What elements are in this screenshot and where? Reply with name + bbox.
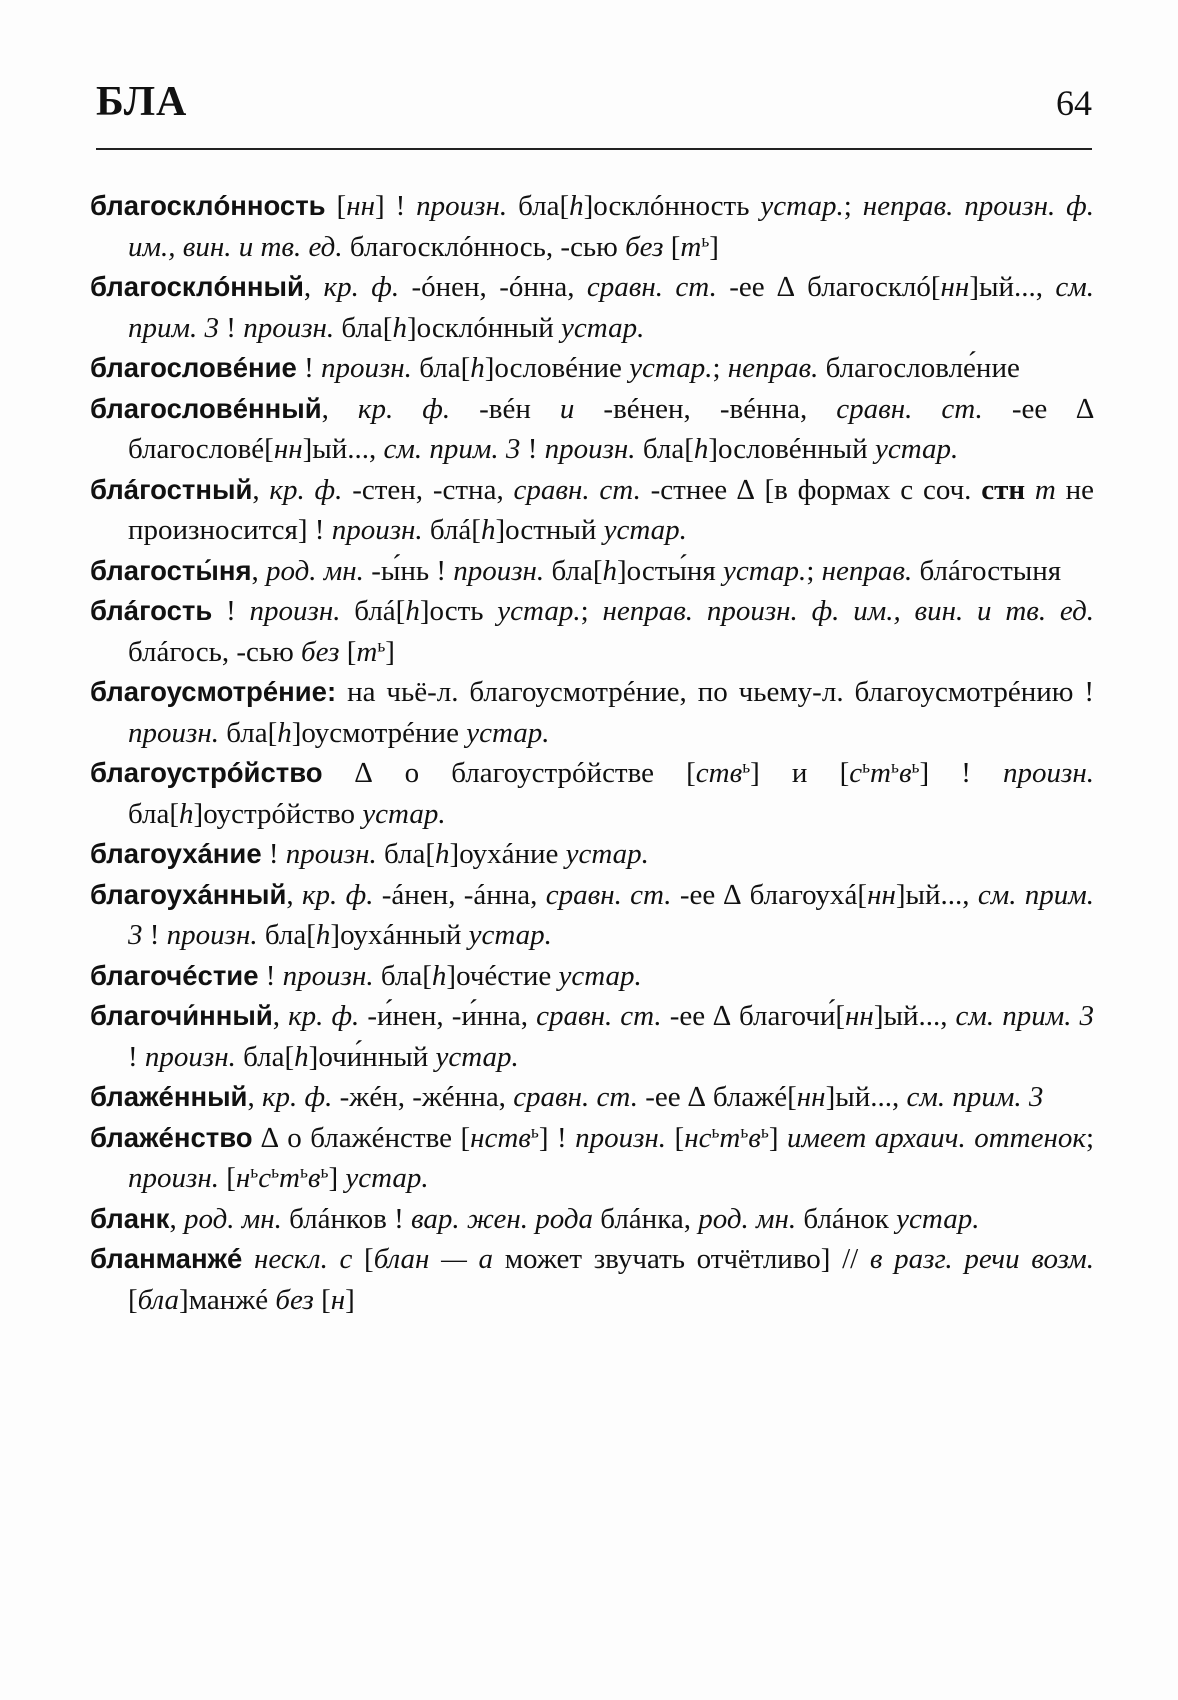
italic-label: вар. жен. рода xyxy=(411,1202,594,1235)
entry-text: -стен, -стна, xyxy=(342,473,514,506)
entry-text: -вéн xyxy=(450,392,560,425)
italic-label: неправ. произн. ф. им., вин. и тв. ед. xyxy=(128,190,1094,263)
italic-label: н xyxy=(330,1283,346,1316)
entry-text: блáгостыня xyxy=(912,554,1062,587)
italic-label: h xyxy=(315,919,331,951)
italic-label: без xyxy=(275,1283,314,1316)
italic-label: произн. xyxy=(416,190,508,222)
dictionary-entry xyxy=(90,1118,1094,1199)
entry-text: ]осклóнность xyxy=(583,190,761,222)
entry-text: ]остный xyxy=(495,514,604,546)
italic-label: кр. ф. xyxy=(261,1081,333,1113)
entry-text: -ее ∆ благоухá[ xyxy=(671,878,868,911)
entry-text: ] xyxy=(385,635,395,668)
entry-text: , xyxy=(286,878,302,911)
entry-headword: благочéстие xyxy=(90,959,259,991)
entry-text: , xyxy=(251,554,266,587)
italic-label: произн. xyxy=(128,1162,219,1194)
dictionary-entry xyxy=(90,753,1094,834)
entry-text: ]ословéние xyxy=(484,352,630,384)
italic-label: h xyxy=(480,514,496,546)
entry-text: ]манжé xyxy=(179,1283,276,1316)
entry-text: ] xyxy=(328,1162,346,1194)
entry-text: ! xyxy=(261,838,286,870)
italic-label: устар. xyxy=(603,514,687,546)
italic-label: устар. xyxy=(362,797,446,830)
entry-text: -ее ∆ благосклó[ xyxy=(716,271,941,303)
italic-label: произн. xyxy=(166,919,258,951)
entry-text: -ее ∆ благословé[ xyxy=(128,392,1094,465)
italic-label: см. прим. 3 xyxy=(906,1081,1044,1113)
italic-label: т xyxy=(1034,473,1056,506)
italic-label: h xyxy=(277,716,292,749)
italic-label: произн. xyxy=(282,959,374,992)
dictionary-entry xyxy=(90,389,1094,470)
italic-label: нн xyxy=(845,1000,874,1032)
italic-label: в xyxy=(898,757,912,789)
dictionary-entry xyxy=(90,875,1094,956)
entry-text: ! xyxy=(520,433,545,465)
soft-sign-superscript: ь xyxy=(299,1161,308,1182)
entry-text: блáнков ! xyxy=(281,1202,412,1235)
italic-label: имеет архаич. оттенок xyxy=(786,1121,1086,1154)
soft-sign-superscript: ь xyxy=(530,1120,539,1141)
entry-text: , xyxy=(303,271,324,303)
italic-label: кр. ф. xyxy=(357,392,451,425)
italic-label: нн xyxy=(940,271,970,303)
entry-headword: благоусмотрéние: xyxy=(90,676,337,707)
italic-label: нств xyxy=(470,1121,531,1154)
entry-text: ]ый..., xyxy=(873,1000,956,1032)
italic-label: произн. xyxy=(128,716,219,749)
entry-text: [ xyxy=(339,635,357,668)
entry-text: не произносится] ! xyxy=(128,473,1095,546)
italic-label: неправ. произн. ф. им., вин. и тв. ед. xyxy=(602,595,1094,627)
running-head: БЛА xyxy=(96,79,188,125)
entry-text: ]осты́ня xyxy=(616,554,724,587)
entry-text: бла[ xyxy=(635,433,694,465)
italic-label: произн. xyxy=(249,595,341,627)
italic-label: сравн. ст. xyxy=(513,1081,638,1113)
italic-label: род. мн. xyxy=(183,1202,282,1235)
italic-label: нн xyxy=(346,190,375,222)
entry-text: ] и [ xyxy=(750,757,850,789)
italic-label: произн. xyxy=(243,311,335,344)
dictionary-entry xyxy=(90,1199,1094,1240)
entry-text: на чьё-л. благоусмотрéние, по чьему-л. благоусмотрéнию ! xyxy=(336,676,1094,708)
entry-text: ]очéстие xyxy=(446,959,559,992)
italic-label: нескл. с xyxy=(254,1243,353,1275)
entry-text: бла[ xyxy=(507,190,570,222)
entry-text: ]очи́нный xyxy=(308,1040,436,1073)
entry-text: ]ословéнный xyxy=(708,433,875,465)
entry-text: может звучать отчётливо] // xyxy=(493,1243,870,1275)
italic-label: неправ. xyxy=(727,352,819,384)
entry-text: -óнен, -óнна, xyxy=(399,271,587,303)
entry-text: , xyxy=(321,392,358,425)
italic-label: устар. xyxy=(466,716,550,749)
italic-label: нн xyxy=(273,433,303,465)
italic-label: кр. ф. xyxy=(301,878,374,911)
page-number: 64 xyxy=(1056,83,1092,123)
soft-sign-superscript: ь xyxy=(742,756,751,777)
entry-text: ]ый..., xyxy=(895,878,978,911)
entry-text: ; xyxy=(1085,1121,1094,1154)
entry-headword: блажéнный xyxy=(90,1081,248,1112)
entry-headword: благосклóнность xyxy=(90,190,326,221)
italic-label: произн. xyxy=(320,352,412,384)
italic-label: произн. xyxy=(331,514,423,546)
entry-headword: благоустрóйство xyxy=(90,757,323,788)
entry-text: блáнка, xyxy=(593,1202,699,1235)
entry-text: блá[ xyxy=(422,514,481,546)
dictionary-entry xyxy=(90,672,1094,753)
soft-sign-superscript: ь xyxy=(377,634,386,655)
entry-text: ∆ о благоустрóйстве [ xyxy=(322,757,696,789)
entry-text: [ xyxy=(325,190,347,222)
italic-label: произн. xyxy=(285,838,377,870)
page-header xyxy=(96,78,1092,150)
italic-label: см. прим. 3 xyxy=(383,433,521,465)
italic-label: в xyxy=(748,1121,761,1154)
soft-sign-superscript: ь xyxy=(711,1120,720,1141)
italic-label: h xyxy=(179,797,194,830)
entry-headword: благоухáние xyxy=(90,838,262,869)
italic-label: устар. xyxy=(561,311,645,344)
italic-label: устар. xyxy=(874,433,959,465)
entry-text: ]ый..., xyxy=(825,1081,907,1113)
italic-label: устар. xyxy=(629,352,713,384)
italic-label: произн. xyxy=(144,1040,236,1073)
entry-text: [ xyxy=(128,1283,138,1316)
italic-label: кр. ф. xyxy=(288,1000,360,1032)
entry-text: ] xyxy=(709,230,719,263)
italic-label: устар. xyxy=(435,1040,519,1073)
entry-text: бла[ xyxy=(218,716,278,749)
entry-text: [ xyxy=(313,1283,331,1316)
entry-text: [ xyxy=(663,230,681,263)
entry-text: -и́нен, -и́нна, xyxy=(359,1000,537,1032)
italic-label: т xyxy=(719,1121,741,1154)
entry-text: , xyxy=(272,1000,289,1032)
entry-text: ; xyxy=(712,352,728,384)
italic-label: т xyxy=(279,1162,300,1194)
entry-headword: бланк xyxy=(90,1202,170,1234)
italic-label: произн. xyxy=(544,433,636,465)
italic-label: т xyxy=(870,757,891,789)
italic-label: устар. xyxy=(565,838,649,870)
italic-label: h xyxy=(392,311,407,344)
dictionary-entry xyxy=(90,956,1094,997)
entry-text: ] ! xyxy=(538,1121,576,1154)
italic-label: нн xyxy=(867,878,896,911)
italic-label: с xyxy=(258,1162,272,1194)
italic-label: произн. xyxy=(575,1121,667,1154)
soft-sign-superscript: ь xyxy=(760,1120,769,1141)
italic-label: и xyxy=(559,392,575,425)
entry-text: -ее ∆ блажé[ xyxy=(637,1081,797,1113)
italic-label: см. прим. 3 xyxy=(128,271,1095,344)
entry-text xyxy=(242,1243,254,1275)
italic-label: см. прим. 3 xyxy=(128,878,1095,951)
italic-label: произн. xyxy=(453,554,545,587)
italic-label: h xyxy=(569,190,584,222)
italic-label: см. прим. 3 xyxy=(955,1000,1095,1032)
entry-text: благословле́ние xyxy=(818,352,1020,384)
italic-label: h xyxy=(405,595,420,627)
entry-text: благосклóннось, -сью xyxy=(342,230,626,263)
bold-text: стн xyxy=(981,473,1026,506)
entry-text: [ xyxy=(218,1162,236,1194)
italic-label: неправ. xyxy=(821,554,913,587)
italic-label: устар. xyxy=(896,1202,980,1235)
dictionary-entry xyxy=(90,1077,1094,1118)
dictionary-entry xyxy=(90,1239,1094,1320)
entry-headword: благосклóнный xyxy=(90,271,304,302)
italic-label: h xyxy=(693,433,709,465)
entry-text: блáгось, -сью xyxy=(128,635,302,668)
italic-label: сравн. ст. xyxy=(836,392,983,425)
entry-text: ] ! xyxy=(919,757,1004,789)
entry-text: ]оухáние xyxy=(449,838,566,870)
entry-text xyxy=(1025,474,1035,506)
dictionary-entry xyxy=(90,470,1094,551)
soft-sign-superscript: ь xyxy=(271,1161,280,1182)
entry-text: -жéн, -жéнна, xyxy=(332,1081,514,1113)
entry-text: ]оустрóйство xyxy=(193,797,363,830)
italic-label: устар. xyxy=(468,919,552,951)
italic-label: кр. ф. xyxy=(269,473,343,506)
italic-label: сравн. ст. xyxy=(536,1000,662,1032)
entry-headword: блáгость xyxy=(90,595,213,626)
entry-text: ! xyxy=(128,1040,145,1073)
entry-text: ∆ о блажéнстве [ xyxy=(252,1121,471,1154)
entry-text: ]оусмотрéние xyxy=(291,716,467,749)
dictionary-entries xyxy=(90,186,1094,1320)
italic-label: блан — а xyxy=(373,1243,494,1275)
entry-headword: благосты́ня xyxy=(90,554,252,586)
entry-text: ]ость xyxy=(419,595,498,627)
soft-sign-superscript: ь xyxy=(701,229,710,250)
entry-text: бла[ xyxy=(257,919,316,951)
entry-headword: бланманжé xyxy=(90,1243,243,1274)
italic-label: в разг. речи возм. xyxy=(869,1243,1094,1275)
italic-label: бла xyxy=(137,1283,180,1316)
entry-text: [ xyxy=(666,1121,685,1154)
entry-text: бла[ xyxy=(235,1040,295,1073)
entry-text: ; xyxy=(843,190,863,222)
dictionary-entry xyxy=(90,996,1094,1077)
italic-label: h xyxy=(435,838,450,870)
italic-label: род. мн. xyxy=(266,554,364,587)
italic-label: в xyxy=(307,1162,321,1194)
entry-text: ]осклóнный xyxy=(406,311,562,344)
entry-text: ]ый..., xyxy=(969,271,1056,303)
italic-label: сравн. ст. xyxy=(513,473,641,506)
italic-label: устар. xyxy=(723,554,807,587)
italic-label: ств xyxy=(695,757,743,789)
dictionary-entry xyxy=(90,591,1094,672)
entry-text: ! xyxy=(212,595,250,627)
entry-text: ] xyxy=(345,1283,355,1316)
soft-sign-superscript: ь xyxy=(320,1161,329,1182)
entry-headword: благочи́нный xyxy=(90,1000,273,1031)
entry-text: ] xyxy=(768,1121,787,1154)
italic-label: h xyxy=(602,554,617,587)
entry-text: ; xyxy=(580,595,603,627)
italic-label: сравн. ст. xyxy=(586,271,717,303)
entry-text: ! xyxy=(258,959,283,992)
soft-sign-superscript: ь xyxy=(250,1161,259,1182)
entry-text: -áнен, -áнна, xyxy=(373,878,546,911)
entry-text: ! xyxy=(219,311,244,344)
entry-text: ]оухáнный xyxy=(330,919,469,951)
entry-headword: блажéнство xyxy=(90,1121,253,1153)
dictionary-entry xyxy=(90,551,1094,592)
italic-label: h xyxy=(470,352,485,384)
entry-headword: блáгостный xyxy=(90,473,253,505)
entry-text: -стнее ∆ [в формах с соч. xyxy=(640,473,982,506)
italic-label: сравн. ст. xyxy=(545,878,672,911)
italic-label: нн xyxy=(796,1081,826,1113)
entry-text: бла[ xyxy=(373,959,432,992)
entry-text: , xyxy=(252,473,270,506)
entry-text: ; xyxy=(806,554,822,587)
entry-text: -вéнен, -вéнна, xyxy=(574,392,837,425)
italic-label: т xyxy=(356,635,378,668)
italic-label: устар. xyxy=(558,959,642,992)
entry-text: бла[ xyxy=(128,797,180,830)
entry-text: бла[ xyxy=(411,352,471,384)
entry-text: [ xyxy=(352,1243,374,1275)
italic-label: н xyxy=(235,1162,251,1194)
italic-label: h xyxy=(294,1040,309,1073)
dictionary-entry xyxy=(90,186,1094,267)
entry-text: ] ! xyxy=(374,190,417,222)
entry-text: блá[ xyxy=(340,595,406,627)
italic-label: произн. xyxy=(1003,757,1094,789)
entry-text: бла[ xyxy=(376,838,436,870)
entry-text: бла[ xyxy=(544,554,603,587)
dictionary-entry xyxy=(90,834,1094,875)
entry-text: ! xyxy=(296,352,321,384)
italic-label: т xyxy=(680,230,702,263)
entry-headword: благословéнный xyxy=(90,392,322,424)
entry-text: , xyxy=(247,1081,262,1113)
entry-text: -ее ∆ благочи́[ xyxy=(661,1000,846,1032)
soft-sign-superscript: ь xyxy=(862,756,871,777)
entry-headword: благословéние xyxy=(90,352,297,383)
entry-headword: благоухáнный xyxy=(90,878,287,910)
italic-label: h xyxy=(431,959,447,992)
italic-label: род. мн. xyxy=(698,1202,797,1235)
italic-label: устар. xyxy=(497,595,581,627)
italic-label: устар. xyxy=(345,1162,429,1194)
soft-sign-superscript: ь xyxy=(891,756,899,777)
italic-label: без xyxy=(301,635,340,668)
italic-label: кр. ф. xyxy=(323,271,400,303)
dictionary-entry xyxy=(90,348,1094,389)
soft-sign-superscript: ь xyxy=(740,1120,749,1141)
dictionary-entry xyxy=(90,267,1094,348)
entry-text: ! xyxy=(142,919,167,951)
entry-text: бла[ xyxy=(334,311,393,344)
entry-text: блáнок xyxy=(796,1202,897,1235)
entry-text: -ы́нь ! xyxy=(363,554,454,587)
italic-label: устар. xyxy=(760,190,844,222)
entry-text: ]ый..., xyxy=(302,433,384,465)
italic-label: нс xyxy=(684,1121,712,1154)
entry-text: , xyxy=(169,1202,184,1235)
soft-sign-superscript: ь xyxy=(911,756,920,777)
italic-label: без xyxy=(625,230,664,263)
italic-label: с xyxy=(849,757,863,789)
